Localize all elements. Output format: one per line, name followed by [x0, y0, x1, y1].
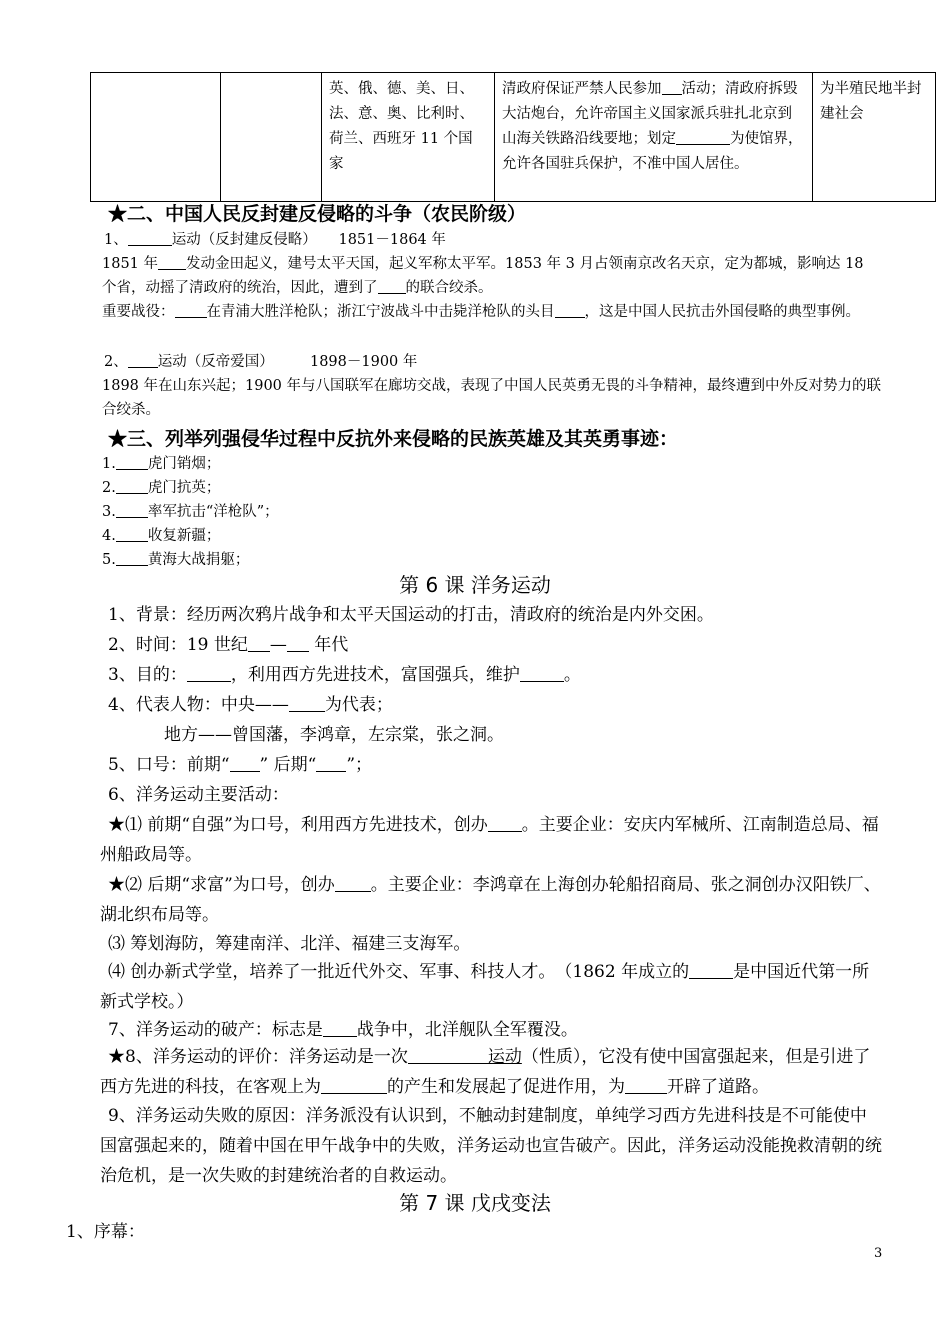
terms-text-c: 为使馆界，允许各国驻兵保护，不准中国人居住。	[502, 131, 803, 172]
section-item: 1、 运动（反封建反侵略） 1851－1864 年	[104, 232, 446, 248]
lesson-paragraph: ★⑵ 后期“求富”为口号，创办 。主要企业：李鸿章在上海创办轮船招商局、张之洞创办汉阳铁厂、湖北织布局等。	[100, 875, 881, 925]
list-item: 5. 黄海大战捐躯；	[102, 552, 250, 568]
fill-blank	[175, 303, 207, 319]
fill-blank	[625, 1076, 667, 1094]
fill-blank	[287, 634, 309, 652]
fill-blank	[230, 754, 260, 772]
table-cell-empty	[91, 73, 221, 202]
underlined-text: 运动	[487, 1047, 522, 1067]
terms-text-a: 清政府保证严禁人民参加	[502, 81, 662, 97]
list-item: 1. 虎门销烟；	[102, 456, 221, 472]
lesson-title: 第 6 课 洋务运动	[399, 573, 551, 597]
lesson-line: ⑶ 筹划海防，筹建南洋、北洋、福建三支海军。	[108, 934, 471, 954]
section-item: 2、 运动（反帝爱国） 1898－1900 年	[104, 354, 418, 370]
lesson-line: 2、时间：19 世纪 — 年代	[108, 635, 349, 655]
lesson-paragraph: ⑷ 创办新式学堂，培养了一批近代外交、军事、科技人才。 （1862 年成立的 是中国近代第一所新式学校。）	[100, 962, 870, 1012]
fill-blank	[187, 664, 231, 682]
fill-blank	[323, 1019, 357, 1037]
fill-blank	[289, 694, 325, 712]
fill-blank	[662, 80, 682, 96]
lesson-paragraph: ★⑴ 前期“自强”为口号，利用西方先进技术，创办 。主要企业：安庆内军械所、江南制造总局、福州船政局等。	[100, 815, 879, 865]
fill-blank	[158, 255, 186, 271]
section-heading: ★二、中国人民反封建反侵略的斗争（农民阶级）	[108, 203, 527, 225]
fill-blank	[335, 874, 371, 892]
lesson-paragraph: ★8、洋务运动的评价：洋务运动是一次 运动（性质），它没有使中国富强起来，但是引进了西方先进的科技，在客观上为 的产生和发展起了促进作用，为 开辟了道路。	[100, 1047, 871, 1097]
table-cell-terms	[495, 73, 813, 202]
table-cell-countries: 英、俄、德、美、日、法、意、奥、比利时、荷兰、西班牙 11 个国家	[322, 73, 495, 202]
lesson-line: 5、口号：前期“ ” 后期“ ”；	[108, 755, 373, 775]
fill-blank	[128, 353, 158, 369]
paragraph: 1851 年 发动金田起义，建号太平天国，起义军称太平军。1853 年 3 月占领南京改名天京，定为都城，影响达 18 个省，动摇了清政府的统治，因此，遭到了 的联合绞杀。	[102, 256, 864, 296]
fill-blank	[488, 814, 522, 832]
lesson-line: 3、目的： ，利用西方先进技术，富国强兵，维护 。	[108, 665, 581, 685]
fill-blank	[321, 1076, 387, 1094]
fill-blank	[676, 130, 730, 146]
page-number: 3	[874, 1246, 883, 1261]
fill-blank	[689, 961, 733, 979]
fill-blank	[116, 503, 148, 519]
table-row	[91, 73, 936, 202]
lesson-paragraph: 9、洋务运动失败的原因：洋务派没有认识到，不触动封建制度，单纯学习西方先进科技是不可能使中国富强起来的，随着中国在甲午战争中的失败，洋务运动也宣告破产。因此，洋务运动没能挽救清朝的统治危机，是一次失败的封建统治者的自救运动。	[100, 1106, 882, 1186]
section-heading: ★三、列举列强侵华过程中反抗外来侵略的民族英雄及其英勇事迹：	[108, 428, 679, 450]
table-cell-impact: 为半殖民地半封建社会	[813, 73, 936, 202]
fill-blank	[555, 303, 585, 319]
fill-blank	[248, 634, 270, 652]
list-item: 2. 虎门抗英；	[102, 480, 221, 496]
lesson-line: 1、序幕：	[66, 1222, 145, 1242]
fill-blank	[116, 527, 148, 543]
lesson-line: 4、代表人物：中央—— 为代表；	[108, 695, 393, 715]
treaty-table	[90, 72, 936, 202]
lesson-line: 1、背景：经历两次鸦片战争和太平天国运动的打击，清政府的统治是内外交困。	[108, 605, 714, 625]
table-cell-empty	[221, 73, 322, 202]
fill-blank	[316, 754, 346, 772]
fill-blank	[378, 279, 406, 295]
list-item: 4. 收复新疆；	[102, 528, 221, 544]
paragraph: 1898 年在山东兴起；1900 年与八国联军在廊坊交战，表现了中国人民英勇无畏的斗争精神，最终遭到中外反对势力的联合绞杀。	[102, 378, 882, 418]
paragraph: 重要战役： 在青浦大胜洋枪队；浙江宁波战斗中击毙洋枪队的头目 ，这是中国人民抗击外国侵略的典型事例。	[102, 304, 860, 320]
terms-text-b: 活动；清政府拆毁大沽炮台，允许帝国主义国家派兵驻扎北京到山海关铁路沿线要地；划定	[502, 81, 798, 147]
lesson-line: 6、洋务运动主要活动：	[108, 785, 289, 805]
fill-blank	[116, 455, 148, 471]
fill-blank	[116, 479, 148, 495]
fill-blank	[408, 1046, 488, 1064]
fill-blank	[520, 664, 564, 682]
lesson-title: 第 7 课 戊戌变法	[399, 1191, 551, 1215]
fill-blank	[128, 231, 172, 247]
lesson-line: 7、洋务运动的破产：标志是 战争中，北洋舰队全军覆没。	[108, 1020, 578, 1040]
lesson-line: 地方——曾国藩，李鸿章，左宗棠，张之洞。	[164, 725, 504, 745]
list-item: 3. 率军抗击“洋枪队”；	[102, 504, 279, 520]
fill-blank	[116, 551, 148, 567]
